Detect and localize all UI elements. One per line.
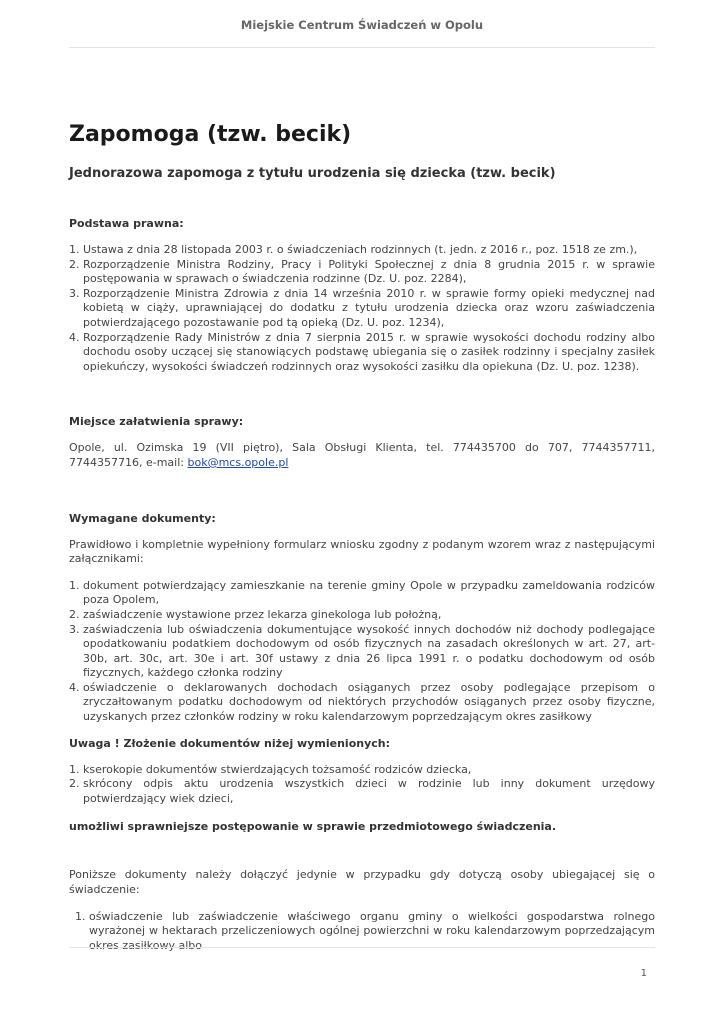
notice-list bbox=[69, 763, 655, 807]
page-title: Zapomoga (tzw. becik) bbox=[69, 122, 352, 147]
list-item: 1. kserokopie dokumentów stwierdzających tożsamość rodziców dziecka, bbox=[69, 762, 472, 776]
required-documents-intro: Prawidłowo i kompletnie wypełniony formularz wniosku zgodny z podanym wzorem wraz z następującymi załącznikami: bbox=[69, 537, 655, 566]
page-header: Miejskie Centrum Świadczeń w Opolu bbox=[240, 18, 484, 32]
legal-basis-list bbox=[69, 243, 655, 374]
required-documents-list bbox=[69, 579, 655, 725]
list-item: 3. Rozporządzenie Ministra Zdrowia z dnia 14 września 2010 r. w sprawie formy opieki medycznej nad kobietą w ciąży, uprawniającej do dodatku z tytułu urodzenia dziecka oraz wzoru zaświadczenia potwierdzającego pozostawanie pod tą opieką (Dz. U. poz. 1234), bbox=[69, 286, 655, 329]
header-divider bbox=[69, 47, 655, 48]
list-item: 3. zaświadczenia lub oświadczenia dokumentujące wysokość innych dochodów niż dochody podlegające opodatkowaniu podatkiem dochodowym od osób fizycznych na zasadach określonych w art. 27, art- 30b, art. 30c, art. 30e i art. 30f ustawy z dnia 26 lipca 1991 r. o podatku dochodowym od osób fizycznych, każdego członka rodziny bbox=[69, 622, 655, 680]
list-item-text: Rozporządzenie Ministra Zdrowia z dnia 14 września 2010 r. w sprawie formy opieki medycznej nad kobietą w ciąży, uprawniającej do dodatku z tytułu urodzenia dziecka oraz wzoru zaświadczenia potwierdzającego pozostawanie pod tą opieką (Dz. U. poz. 1234), bbox=[83, 286, 655, 329]
list-item: 1. oświadczenie lub zaświadczenie właściwego organu gminy o wielkości gospodarstwa rolnego wyrażonej w hektarach przeliczeniowych ogólnej powierzchni w roku kalendarzowym poprzedzającym okres zasiłkowy albo bbox=[75, 909, 655, 952]
list-item: 2. zaświadczenie wystawione przez lekarza ginekologa lub położną, bbox=[69, 607, 442, 621]
list-item-text: oświadczenie lub zaświadczenie właściwego organu gminy o wielkości gospodarstwa rolnego wyrażonej w hektarach przeliczeniowych ogólnej powierzchni w roku kalendarzowym poprzedzającym okres zasiłkowy albo bbox=[89, 909, 655, 952]
list-item: 4. Rozporządzenie Rady Ministrów z dnia 7 sierpnia 2015 r. w sprawie wysokości dochodu rodziny albo dochodu osoby uczącej się stanowiących podstawę ubiegania się o zasiłek rodzinny i specjalny zasiłek opiekuńczy, wysokości świadczeń rodzinnych oraz wysokości zasiłku dla opiekuna (Dz. U. poz. 1238). bbox=[69, 330, 655, 373]
list-item-text: zaświadczenia lub oświadczenia dokumentujące wysokość innych dochodów niż dochody podlegające opodatkowaniu podatkiem dochodowym od osób fizycznych na zasadach określonych w art. 27, art- 30b, art. 30c, art. 30e i art. 30f ustawy z dnia 26 lipca 1991 r. o podatku dochodowym od osób fizycznych, każdego członka rodziny bbox=[83, 622, 655, 680]
list-item: 2. Rozporządzenie Ministra Rodziny, Pracy i Polityki Społecznej z dnia 8 grudnia 2015 r. w sprawie postępowania w sprawach o świadczenia rodzinne (Dz. U. poz. 2284), bbox=[69, 257, 655, 286]
document-body bbox=[69, 121, 655, 953]
list-item-text: Ustawa z dnia 28 listopada 2003 r. o świadczeniach rodzinnych (t. jedn. z 2016 r., poz. 1518 ze zm.), bbox=[83, 243, 638, 256]
list-item-text: Rozporządzenie Ministra Rodziny, Pracy i Polityki Społecznej z dnia 8 grudnia 2015 r. w sprawie postępowania w sprawach o świadczenia rodzinne (Dz. U. poz. 2284), bbox=[83, 257, 655, 286]
notice-conclusion: umożliwi sprawniejsze postępowanie w sprawie przedmiotowego świadczenia. bbox=[69, 820, 557, 834]
list-item-text: oświadczenie o deklarowanych dochodach osiąganych przez osoby podlegające przepisom o zryczałtowanym podatku dochodowym od niektórych przychodów osiąganych przez osoby fizyczne, uzyskanych przez członków rodziny w roku kalendarzowym poprzedzającym okres zasiłkowy bbox=[83, 680, 655, 724]
conditional-documents-intro: Poniższe dokumenty należy dołączyć jedynie w przypadku gdy dotyczą osoby ubiegającej się o świadczenie: bbox=[69, 868, 655, 897]
footer-divider bbox=[69, 947, 655, 948]
required-documents-heading: Wymagane dokumenty: bbox=[69, 511, 216, 525]
list-item-text: Rozporządzenie Rady Ministrów z dnia 7 sierpnia 2015 r. w sprawie wysokości dochodu rodziny albo dochodu osoby uczącej się stanowiących podstawę ubiegania się o zasiłek rodzinny i specjalny zasiłek opiekuńczy, wysokości świadczeń rodzinnych oraz wysokości zasiłku dla opiekuna (Dz. U. poz. 1238). bbox=[83, 330, 655, 373]
list-item-text: dokument potwierdzający zamieszkanie na terenie gminy Opole w przypadku zameldowania rodziców poza Opolem, bbox=[83, 578, 655, 607]
notice-heading: Uwaga ! Złożenie dokumentów niżej wymienionych: bbox=[69, 736, 390, 750]
legal-basis-heading: Podstawa prawna: bbox=[69, 217, 184, 230]
location-heading: Miejsce załatwienia sprawy: bbox=[69, 415, 244, 429]
list-item: 1. dokument potwierdzający zamieszkanie na terenie gminy Opole w przypadku zameldowania rodziców poza Opolem, bbox=[69, 578, 655, 607]
page-number: 1 bbox=[640, 968, 647, 979]
list-item: 4. oświadczenie o deklarowanych dochodach osiąganych przez osoby podlegające przepisom o zryczałtowanym podatku dochodowym od niektórych przychodów osiąganych przez osoby fizyczne, uzyskanych przez członków rodziny w roku kalendarzowym poprzedzającym okres zasiłkowy bbox=[69, 680, 655, 724]
list-item: 2. skrócony odpis aktu urodzenia wszystkich dzieci w rodzinie lub inny dokument urzędowy potwierdzający wiek dzieci, bbox=[69, 777, 655, 805]
list-item-text: skrócony odpis aktu urodzenia wszystkich dzieci w rodzinie lub inny dokument urzędowy potwierdzający wiek dzieci, bbox=[83, 777, 655, 805]
list-item-text: kserokopie dokumentów stwierdzających tożsamość rodziców dziecka, bbox=[83, 762, 472, 776]
list-item-text: zaświadczenie wystawione przez lekarza ginekologa lub położną, bbox=[83, 607, 442, 621]
list-item: 1. Ustawa z dnia 28 listopada 2003 r. o świadczeniach rodzinnych (t. jedn. z 2016 r., poz. 1518 ze zm.), bbox=[69, 243, 638, 256]
location-text: Opole, ul. Ozimska 19 (VII piętro), Sala Obsługi Klienta, tel. 774435700 do 707, 7744357711, 7744357716, e-mail: bok@mcs.opole.pl bbox=[69, 441, 655, 469]
page-subtitle: Jednorazowa zapomoga z tytułu urodzenia się dziecka (tzw. becik) bbox=[69, 166, 556, 181]
email-link[interactable]: bok@mcs.opole.pl bbox=[187, 455, 289, 469]
